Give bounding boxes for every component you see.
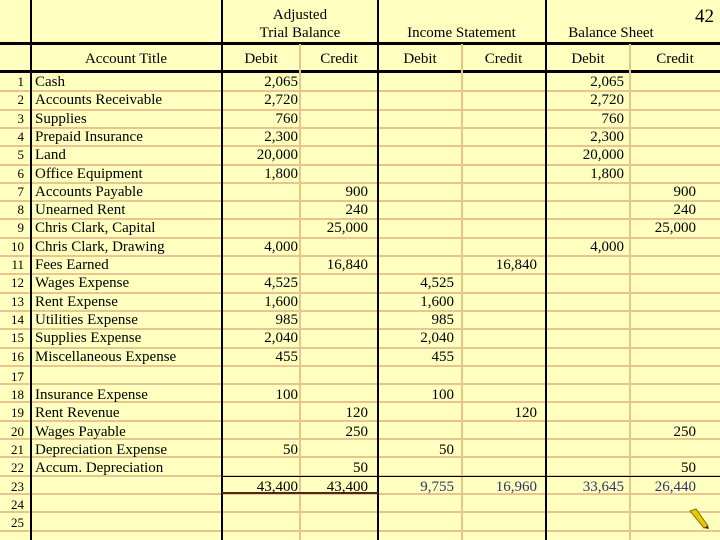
row-number: 25: [11, 515, 24, 531]
page-number: 42: [695, 6, 714, 27]
account-title: Chris Clark, Drawing: [35, 238, 165, 255]
cell-atb-cr: 43,400: [326, 478, 368, 495]
is-credit-header: Credit: [484, 51, 523, 67]
cell-atb-dr: 4,000: [264, 238, 298, 255]
row-gridline: [0, 511, 720, 513]
account-title: Office Equipment: [35, 165, 143, 182]
row-number: 7: [17, 183, 24, 199]
row-number: 10: [11, 238, 24, 254]
cell-is-dr: 985: [431, 311, 454, 328]
account-title: Accounts Payable: [35, 183, 143, 200]
cell-is-dr: 1,600: [420, 293, 454, 310]
is-mid-divider: [461, 44, 463, 540]
row-number: 2: [17, 92, 24, 108]
account-title: Supplies Expense: [35, 330, 142, 347]
cell-atb-dr: 2,720: [264, 92, 298, 109]
cell-atb-dr: 2,040: [264, 330, 298, 347]
cell-bs-dr: 33,645: [582, 478, 624, 495]
cell-atb-dr: 1,800: [264, 165, 298, 182]
cell-atb-dr: 2,065: [264, 74, 298, 90]
cell-atb-dr: 100: [275, 387, 298, 404]
is-left-divider: [377, 0, 379, 540]
row-number: 17: [11, 368, 24, 384]
header-divider: [0, 42, 720, 45]
atb-title-line2: Trial Balance: [259, 25, 341, 41]
account-title: Land: [35, 147, 66, 164]
cell-atb-cr: 240: [345, 202, 368, 219]
cell-is-dr: 50: [439, 442, 454, 458]
row-number: 24: [11, 496, 24, 512]
cell-is-dr: 4,525: [420, 275, 454, 292]
rownum-divider: [30, 0, 32, 540]
account-title: Wages Payable: [35, 423, 126, 440]
row-gridline: [0, 530, 720, 532]
account-title: Insurance Expense: [35, 387, 148, 404]
row-number: 23: [11, 478, 24, 494]
account-title-header: Account Title: [84, 51, 168, 67]
atb-debit-header: Debit: [244, 51, 278, 67]
cell-is-dr: 100: [431, 387, 454, 404]
cell-bs-dr: 2,065: [590, 74, 624, 90]
cell-bs-cr: 50: [681, 460, 696, 477]
row-number: 19: [11, 405, 24, 421]
account-title: Rent Revenue: [35, 405, 120, 422]
bs-group-title: Balance Sheet: [568, 25, 654, 41]
cell-atb-dr: 455: [275, 348, 298, 365]
cell-is-dr: 455: [431, 348, 454, 365]
account-title: Fees Earned: [35, 257, 109, 273]
row-number: 21: [11, 442, 24, 457]
atb-group-title: [222, 6, 378, 42]
cell-bs-dr: 4,000: [590, 238, 624, 255]
row-number: 1: [17, 74, 24, 89]
account-title: Utilities Expense: [35, 311, 138, 328]
cell-bs-dr: 2,300: [590, 128, 624, 145]
row-number: 12: [11, 275, 24, 291]
row-number: 11: [11, 257, 24, 272]
row-number: 18: [11, 387, 24, 403]
cell-bs-dr: 2,720: [590, 92, 624, 109]
cell-is-cr: 16,960: [495, 478, 537, 495]
account-title: Cash: [35, 74, 65, 90]
cell-is-cr: 120: [514, 405, 537, 422]
cell-bs-cr: 26,440: [654, 478, 696, 495]
account-title: Prepaid Insurance: [35, 128, 143, 145]
cell-is-cr: 16,840: [495, 257, 537, 273]
bs-credit-header: Credit: [656, 51, 694, 67]
cell-atb-cr: 50: [353, 460, 368, 477]
row-number: 3: [17, 110, 24, 126]
cell-bs-cr: 250: [673, 423, 696, 440]
pencil-icon: [688, 508, 710, 530]
account-title: Accounts Receivable: [35, 92, 163, 109]
cell-is-dr: 2,040: [420, 330, 454, 347]
cell-bs-cr: 25,000: [654, 220, 696, 237]
row-number: 15: [11, 330, 24, 346]
account-title: Supplies: [35, 110, 87, 127]
cell-atb-dr: 43,400: [256, 478, 298, 495]
row-number: 22: [11, 460, 24, 476]
cell-atb-cr: 16,840: [326, 257, 368, 273]
atb-credit-header: Credit: [320, 51, 358, 67]
cell-atb-dr: 20,000: [256, 147, 298, 164]
cell-bs-dr: 20,000: [582, 147, 624, 164]
cell-bs-cr: 240: [673, 202, 696, 219]
cell-atb-cr: 25,000: [326, 220, 368, 237]
cell-atb-dr: 4,525: [264, 275, 298, 292]
bs-debit-header: Debit: [571, 51, 605, 67]
cell-atb-cr: 120: [345, 405, 368, 422]
account-title: Accum. Depreciation: [35, 460, 164, 477]
cell-atb-cr: 250: [345, 423, 368, 440]
is-group-title: Income Statement: [407, 25, 516, 41]
row-number: 13: [11, 293, 24, 309]
account-title: Rent Expense: [35, 293, 118, 310]
cell-atb-dr: 1,600: [264, 293, 298, 310]
account-title: Depreciation Expense: [35, 442, 168, 458]
row-number: 5: [17, 147, 24, 163]
row-number: 4: [17, 128, 24, 144]
cell-atb-dr: 2,300: [264, 128, 298, 145]
atb-title-line1: Adjusted: [272, 7, 328, 23]
cell-atb-dr: 985: [275, 311, 298, 328]
row-number: 8: [17, 202, 24, 218]
row-number: 20: [11, 423, 24, 439]
cell-bs-cr: 900: [673, 183, 696, 200]
account-title: Unearned Rent: [35, 202, 126, 219]
account-title: Chris Clark, Capital: [35, 220, 156, 237]
cell-atb-dr: 760: [275, 110, 298, 127]
cell-bs-dr: 760: [601, 110, 624, 127]
account-title: Miscellaneous Expense: [35, 348, 177, 365]
account-title: Wages Expense: [35, 275, 130, 292]
cell-atb-cr: 900: [345, 183, 368, 200]
row-number: 14: [11, 311, 24, 327]
cell-bs-dr: 1,800: [590, 165, 624, 182]
is-debit-header: Debit: [403, 51, 437, 67]
cell-atb-dr: 50: [283, 442, 298, 458]
cell-is-dr: 9,755: [420, 478, 454, 495]
row-number: 16: [11, 348, 24, 364]
row-number: 9: [17, 220, 24, 236]
row-number: 6: [17, 165, 24, 181]
row-gridline: [0, 383, 720, 385]
